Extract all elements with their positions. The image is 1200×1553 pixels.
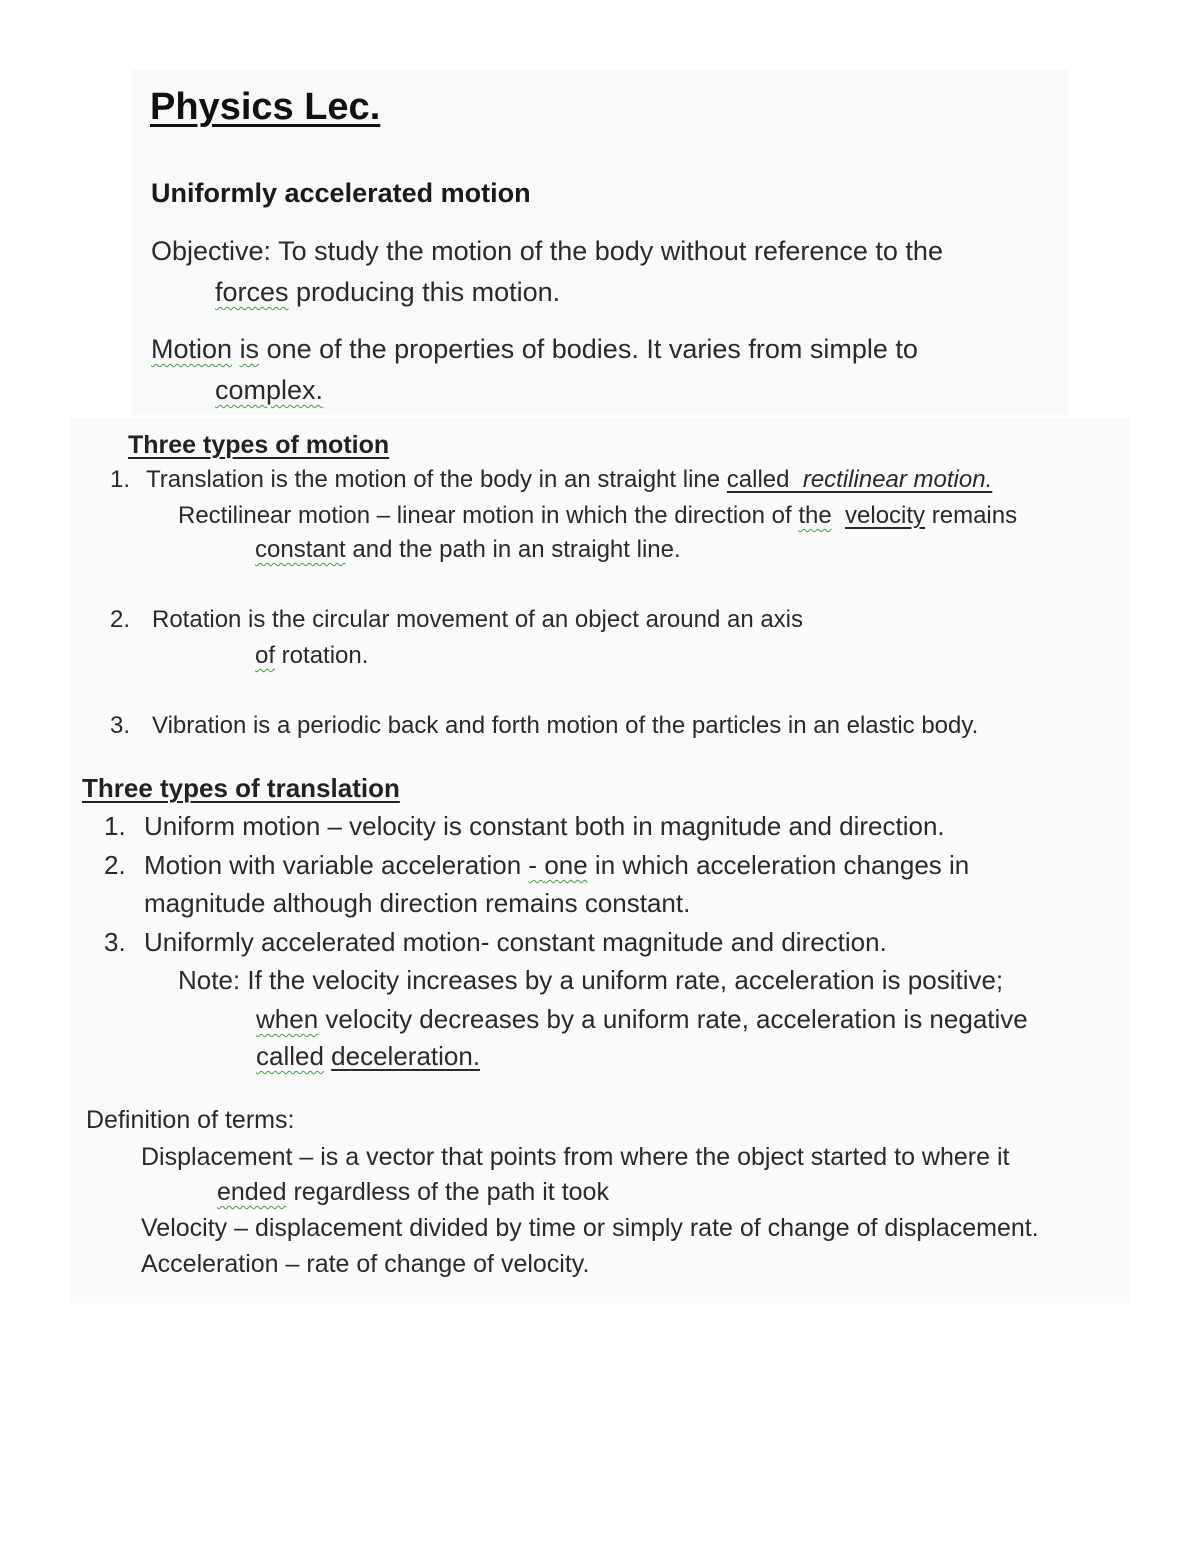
note-line-3: [256, 1041, 480, 1072]
when-word: when: [256, 1004, 319, 1034]
deceleration-term: deceleration.: [331, 1041, 481, 1071]
motion-definition-rest: one of the properties of bodies. It varies from simple to: [259, 334, 918, 364]
the-word: the: [798, 502, 832, 529]
is-word: is: [239, 334, 260, 364]
translation-item-3-number: 3.: [104, 927, 126, 957]
translation-item-1-text: Uniform motion – velocity is constant both in magnitude and direction.: [144, 811, 945, 841]
displacement-definition-line-2: [217, 1178, 609, 1207]
velocity-definition: Velocity – displacement divided by time or simply rate of change of displacement.: [141, 1214, 1039, 1242]
ended-word: ended: [217, 1178, 287, 1206]
motion-word: Motion: [151, 334, 233, 364]
acceleration-definition: Acceleration – rate of change of velocity.: [141, 1250, 590, 1278]
translation-item-2-text-b: in which acceleration changes in: [587, 850, 970, 880]
definitions-heading: Definition of terms:: [86, 1106, 295, 1134]
motion-item-2-line-2: [255, 642, 368, 670]
motion-definition-line-2: [215, 375, 323, 406]
rectilinear-definition-line-1: [178, 502, 1017, 530]
note-line-2: [256, 1004, 1028, 1035]
motion-item-1-number: 1.: [110, 466, 131, 493]
dash: -: [528, 850, 545, 880]
translation-item-2-number: 2.: [104, 850, 126, 880]
called-word-2: called: [256, 1041, 324, 1071]
translation-item-1-number: 1.: [104, 811, 126, 841]
displacement-definition-line-2-rest: regardless of the path it took: [286, 1178, 609, 1206]
motion-item-2-text: Rotation is the circular movement of an object around an axis: [152, 606, 804, 633]
motion-item-2: [110, 606, 803, 634]
rectilinear-definition-text: Rectilinear motion – linear motion in which the direction of: [178, 502, 799, 529]
motion-definition-line-1: [151, 334, 918, 365]
objective-line-2: [215, 277, 560, 308]
rectilinear-definition-line-2-rest: and the path in an straight line.: [345, 536, 681, 563]
note-line-1: Note: If the velocity increases by a uniform rate, acceleration is positive;: [178, 965, 1004, 995]
motion-item-1: [110, 466, 992, 494]
called-word: called: [726, 466, 790, 493]
motion-item-2-number: 2.: [110, 606, 131, 633]
motion-item-3-text: Vibration is a periodic back and forth motion of the particles in an elastic body.: [152, 712, 979, 739]
translation-item-3: [104, 927, 887, 958]
rectilinear-motion-term: rectilinear motion.: [802, 466, 993, 493]
page-title: Physics Lec.: [150, 86, 381, 128]
rectilinear-definition-line-2: [255, 536, 681, 564]
note-line-2-rest: velocity decreases by a uniform rate, acceleration is negative: [318, 1004, 1028, 1034]
motion-item-1-text: Translation is the motion of the body in an straight line: [146, 466, 727, 493]
velocity-word: velocity: [845, 502, 926, 529]
subtitle: Uniformly accelerated motion: [151, 178, 531, 208]
objective-line-2-rest: producing this motion.: [288, 277, 561, 307]
types-of-translation-heading: Three types of translation: [82, 773, 400, 803]
objective-line-1: Objective: To study the motion of the body without reference to the: [151, 236, 943, 266]
translation-item-2: [104, 850, 969, 881]
translation-item-2-text-a: Motion with variable acceleration: [144, 850, 529, 880]
one-word: one: [544, 850, 588, 880]
motion-item-2-line-2-rest: rotation.: [275, 642, 369, 669]
translation-item-2-line-2: magnitude although direction remains constant.: [144, 888, 691, 918]
forces-word: forces: [215, 277, 289, 307]
constant-word: constant: [255, 536, 346, 563]
types-of-motion-heading: Three types of motion: [128, 431, 390, 459]
displacement-definition-line-1: Displacement – is a vector that points from where the object started to where it: [141, 1143, 1010, 1171]
translation-item-1: [104, 811, 945, 842]
remains-word: remains: [925, 502, 1018, 529]
translation-item-3-text: Uniformly accelerated motion- constant magnitude and direction.: [144, 927, 887, 957]
motion-item-3: [110, 712, 978, 740]
of-word: of: [255, 642, 276, 669]
complex-word: complex.: [215, 375, 324, 405]
motion-item-3-number: 3.: [110, 712, 131, 739]
